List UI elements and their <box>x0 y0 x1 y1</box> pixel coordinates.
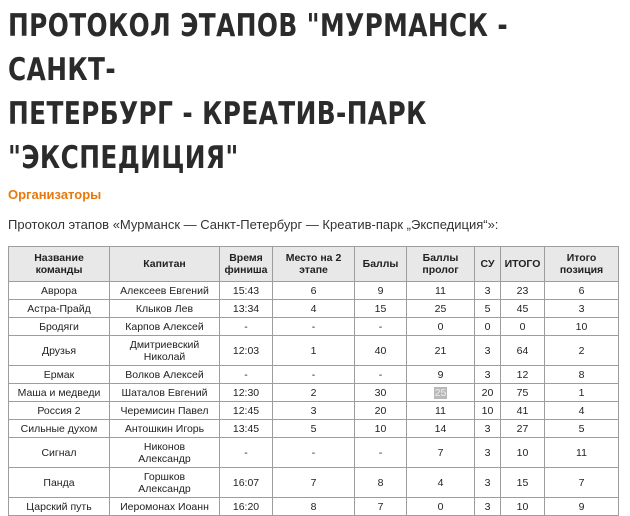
cell-prolog-points: 0 <box>407 498 475 516</box>
col-header-finish-time: Время финиша <box>220 247 273 282</box>
cell-total-position: 1 <box>545 384 619 402</box>
cell-stage2-place: 1 <box>273 336 355 366</box>
cell-captain: Иеромонах Иоанн <box>110 498 220 516</box>
cell-captain: Черемисин Павел <box>110 402 220 420</box>
page-title-line2: ПЕТЕРБУРГ - КРЕАТИВ-ПАРК "ЭКСПЕДИЦИЯ" <box>8 96 427 176</box>
cell-prolog-points: 4 <box>407 468 475 498</box>
cell-total-position: 4 <box>545 402 619 420</box>
cell-total-position: 6 <box>545 282 619 300</box>
table-row <box>9 420 619 438</box>
cell-finish-time: 15:43 <box>220 282 273 300</box>
cell-captain: Дмитриевский Николай <box>110 336 220 366</box>
cell-team: Друзья <box>9 336 110 366</box>
cell-total: 64 <box>501 336 545 366</box>
cell-captain: Шаталов Евгений <box>110 384 220 402</box>
cell-su: 10 <box>475 402 501 420</box>
col-header-total-position: Итого позиция <box>545 247 619 282</box>
cell-team: Маша и медведи <box>9 384 110 402</box>
cell-stage2-place: - <box>273 366 355 384</box>
cell-captain: Алексеев Евгений <box>110 282 220 300</box>
col-header-su: СУ <box>475 247 501 282</box>
cell-total-position: 8 <box>545 366 619 384</box>
cell-total: 10 <box>501 498 545 516</box>
table-row <box>9 336 619 366</box>
cell-prolog-points: 21 <box>407 336 475 366</box>
cell-points: 7 <box>355 498 407 516</box>
cell-finish-time: 16:07 <box>220 468 273 498</box>
col-header-team: Название команды <box>9 247 110 282</box>
cell-su: 3 <box>475 282 501 300</box>
cell-total: 75 <box>501 384 545 402</box>
cell-stage2-place: 2 <box>273 384 355 402</box>
cell-su: 3 <box>475 420 501 438</box>
cell-captain: Клыков Лев <box>110 300 220 318</box>
cell-prolog-points: 25 <box>407 300 475 318</box>
table-body <box>9 282 619 516</box>
table-row <box>9 300 619 318</box>
cell-finish-time: 13:45 <box>220 420 273 438</box>
cell-su: 5 <box>475 300 501 318</box>
cell-stage2-place: 6 <box>273 282 355 300</box>
cell-team: Астра-Прайд <box>9 300 110 318</box>
cell-team: Ермак <box>9 366 110 384</box>
cell-captain: Карпов Алексей <box>110 318 220 336</box>
col-header-points: Баллы <box>355 247 407 282</box>
cell-team: Панда <box>9 468 110 498</box>
cell-stage2-place: 3 <box>273 402 355 420</box>
cell-finish-time: - <box>220 438 273 468</box>
cell-total: 27 <box>501 420 545 438</box>
cell-points: - <box>355 366 407 384</box>
cell-points: 20 <box>355 402 407 420</box>
cell-stage2-place: 8 <box>273 498 355 516</box>
cell-total-position: 3 <box>545 300 619 318</box>
page-title-line1: ПРОТОКОЛ ЭТАПОВ "МУРМАНСК - САНКТ- <box>8 8 509 88</box>
cell-stage2-place: 4 <box>273 300 355 318</box>
cell-finish-time: 12:45 <box>220 402 273 420</box>
cell-finish-time: 12:30 <box>220 384 273 402</box>
col-header-captain: Капитан <box>110 247 220 282</box>
cell-su: 0 <box>475 318 501 336</box>
table-row <box>9 282 619 300</box>
cell-team: Сигнал <box>9 438 110 468</box>
cell-team: Бродяги <box>9 318 110 336</box>
cell-total: 0 <box>501 318 545 336</box>
cell-points: 9 <box>355 282 407 300</box>
cell-prolog-points: 14 <box>407 420 475 438</box>
cell-finish-time: - <box>220 366 273 384</box>
table-row <box>9 498 619 516</box>
cell-su: 3 <box>475 438 501 468</box>
cell-captain: Горшков Александр <box>110 468 220 498</box>
table-row <box>9 366 619 384</box>
cell-prolog-points: 7 <box>407 438 475 468</box>
col-header-prolog-points: Баллы пролог <box>407 247 475 282</box>
cell-stage2-place: 5 <box>273 420 355 438</box>
cell-total: 41 <box>501 402 545 420</box>
cell-captain: Никонов Александр <box>110 438 220 468</box>
cell-prolog-points: 11 <box>407 282 475 300</box>
cell-total-position: 2 <box>545 336 619 366</box>
cell-su: 3 <box>475 498 501 516</box>
cell-points: 8 <box>355 468 407 498</box>
col-header-total: ИТОГО <box>501 247 545 282</box>
cell-su: 3 <box>475 336 501 366</box>
cell-su: 3 <box>475 366 501 384</box>
cell-team: Царский путь <box>9 498 110 516</box>
intro-text: Протокол этапов «Мурманск — Санкт-Петербург — Креатив-парк „Экспедиция“»: <box>8 217 499 232</box>
cell-finish-time: 16:20 <box>220 498 273 516</box>
cell-total: 15 <box>501 468 545 498</box>
cell-prolog-points: 0 <box>407 318 475 336</box>
cell-stage2-place: 7 <box>273 468 355 498</box>
cell-total: 45 <box>501 300 545 318</box>
table-header-row <box>9 247 619 282</box>
cell-team: Россия 2 <box>9 402 110 420</box>
organizers-link[interactable]: Организаторы <box>8 187 102 202</box>
cell-total-position: 9 <box>545 498 619 516</box>
cell-points: - <box>355 438 407 468</box>
table-row <box>9 384 619 402</box>
cell-finish-time: - <box>220 318 273 336</box>
cell-total: 10 <box>501 438 545 468</box>
cell-total-position: 11 <box>545 438 619 468</box>
cell-total-position: 5 <box>545 420 619 438</box>
cell-total: 12 <box>501 366 545 384</box>
cell-total-position: 10 <box>545 318 619 336</box>
cell-team: Аврора <box>9 282 110 300</box>
cell-captain: Волков Алексей <box>110 366 220 384</box>
cell-total-position: 7 <box>545 468 619 498</box>
page-title <box>8 4 616 180</box>
table-row <box>9 438 619 468</box>
col-header-stage2-place: Место на 2 этапе <box>273 247 355 282</box>
cell-points: - <box>355 318 407 336</box>
cell-points: 10 <box>355 420 407 438</box>
table-row <box>9 468 619 498</box>
cell-prolog-points: 9 <box>407 366 475 384</box>
cell-prolog-points: 25 <box>407 384 475 402</box>
cell-prolog-points: 11 <box>407 402 475 420</box>
cell-captain: Антошкин Игорь <box>110 420 220 438</box>
cell-stage2-place: - <box>273 438 355 468</box>
results-table <box>8 246 619 516</box>
cell-points: 15 <box>355 300 407 318</box>
cell-finish-time: 13:34 <box>220 300 273 318</box>
cell-su: 20 <box>475 384 501 402</box>
cell-finish-time: 12:03 <box>220 336 273 366</box>
table-row <box>9 318 619 336</box>
cell-points: 40 <box>355 336 407 366</box>
table-row <box>9 402 619 420</box>
cell-stage2-place: - <box>273 318 355 336</box>
cell-total: 23 <box>501 282 545 300</box>
cell-su: 3 <box>475 468 501 498</box>
cell-team: Сильные духом <box>9 420 110 438</box>
cell-points: 30 <box>355 384 407 402</box>
